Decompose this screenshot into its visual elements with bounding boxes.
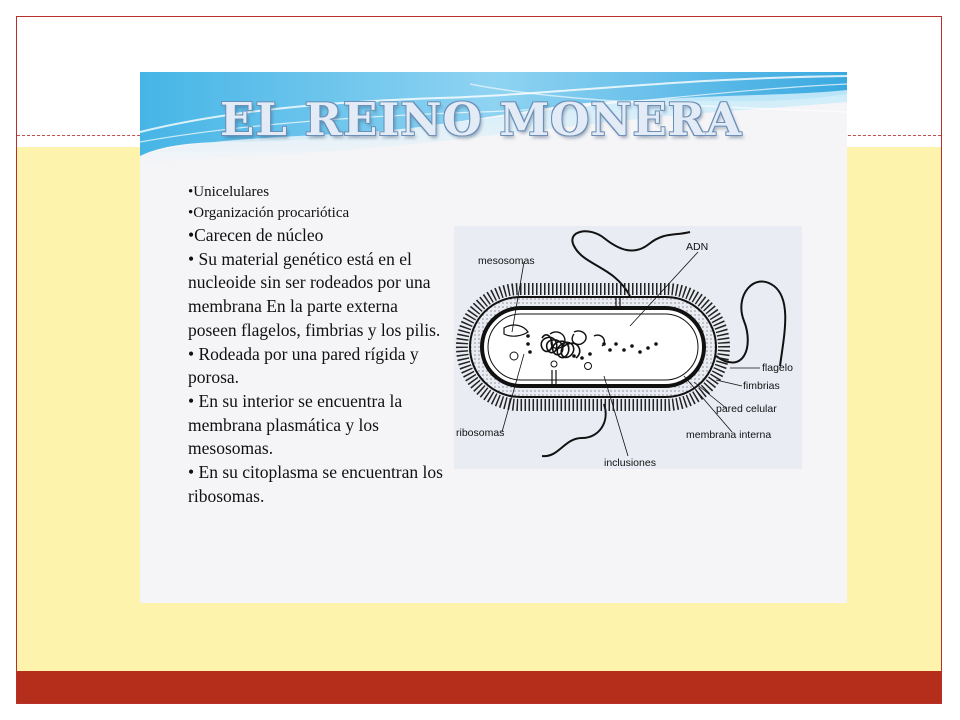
bacteria-diagram (454, 226, 802, 469)
label-fimbrias: fimbrias (743, 380, 780, 392)
label-flagelo: flagelo (762, 362, 793, 374)
bullet-organizacion: •Organización procariótica (188, 205, 350, 221)
label-inclusiones: inclusiones (604, 457, 656, 469)
bullet-membrana: • En su interior se encuentra la membrana plasmática y los mesosomas. (188, 390, 403, 459)
flagellum-bottom (542, 404, 606, 456)
inclusion (510, 352, 518, 360)
bacteria-illustration (454, 226, 802, 469)
label-adn: ADN (686, 241, 709, 253)
flagellum-right (716, 281, 785, 366)
label-mesosomas: mesosomas (478, 255, 535, 267)
bullet-unicelulares: •Unicelulares (188, 184, 270, 200)
label-membrana-interna: membrana interna (686, 429, 772, 441)
content-image (140, 72, 847, 603)
bullet-pared: • Rodeada por una pared rígida y porosa. (188, 343, 419, 388)
label-pared-celular: pared celular (716, 403, 777, 415)
bullet-citoplasma: • En su citoplasma se encuentran los ribosomas. (188, 462, 443, 506)
label-ribosomas: ribosomas (456, 427, 505, 439)
bottom-bar (17, 671, 941, 704)
bullet-list (188, 182, 448, 508)
slide-title: EL REINO MONERA (220, 93, 743, 146)
bullet-nucleo: •Carecen de núcleo (188, 225, 324, 245)
bullet-material-genetico: • Su material genético está en el nucleoide sin ser rodeados por una membrana En la parte externa poseen flagelos, fimbrias y los pilis. (188, 248, 441, 340)
